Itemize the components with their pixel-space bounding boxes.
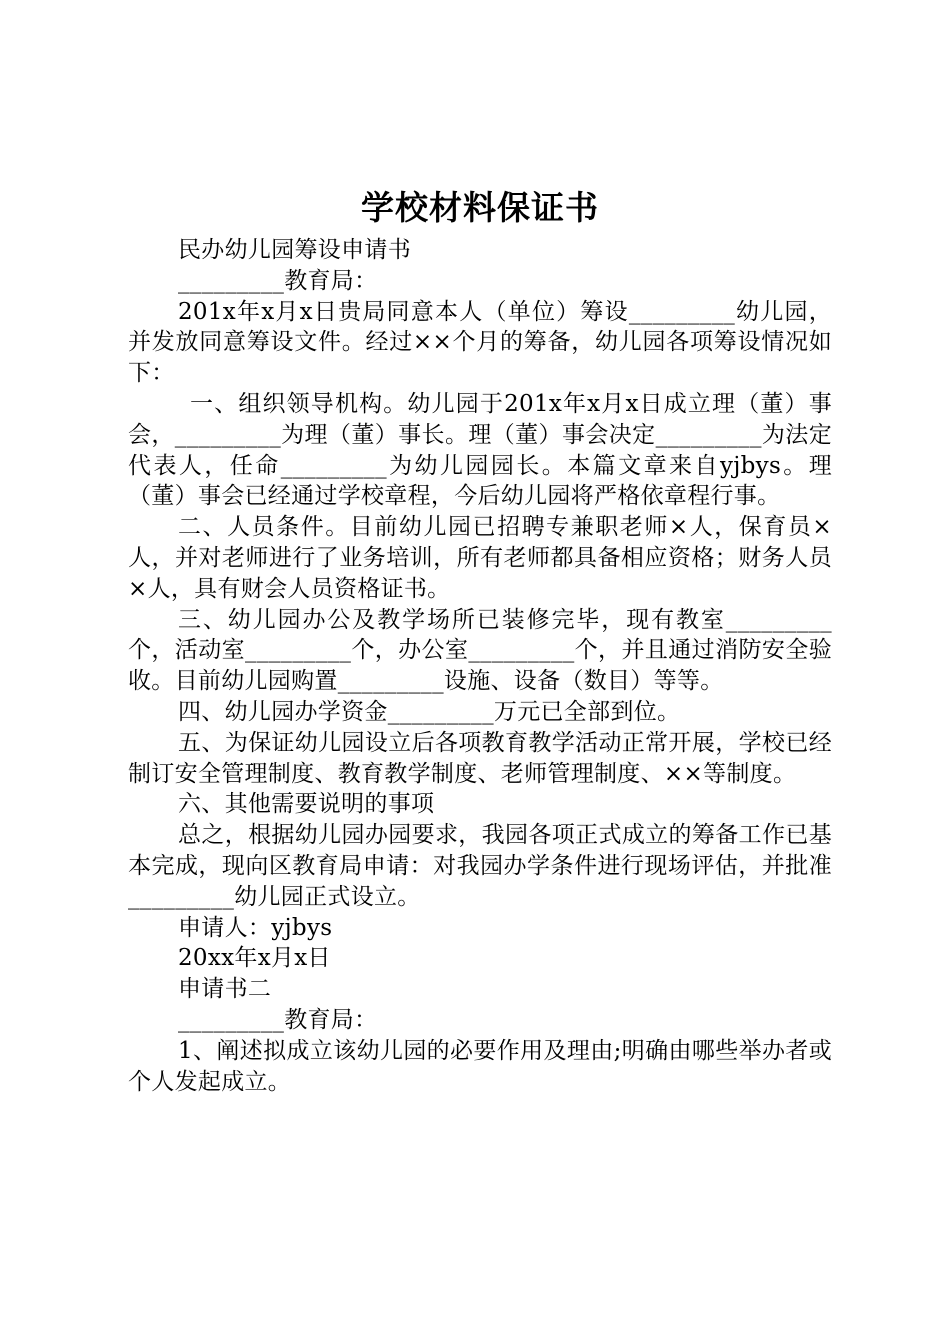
paragraph-section-1: 一、组织领导机构。幼儿园于201x年x月x日成立理（董）事会，_________为理（董）事长。理（董）事会决定_________为法定代表人，任命_________为幼儿园园长。本篇文章来自yjbys。理（董）事会已经通过学校章程，今后幼儿园将严格依章程行事。 <box>128 390 832 510</box>
paragraph-date: 20xx年x月x日 <box>178 945 331 972</box>
paragraph-section-3: 三、幼儿园办公及教学场所已装修完毕，现有教室_________个，活动室_________个，办公室_________个，并且通过消防安全验收。目前幼儿园购置_________设施、设备（数目）等等。 <box>128 606 832 695</box>
document-page <box>128 185 832 1097</box>
paragraph-second-addressee: _________教育局： <box>178 1006 378 1033</box>
paragraph-intro: 201x年x月x日贵局同意本人（单位）筹设_________幼儿园，并发放同意筹设文件。经过××个月的筹备，幼儿园各项筹设情况如下： <box>128 298 832 387</box>
paragraph-section-5: 五、为保证幼儿园设立后各项教育教学活动正常开展，学校已经制订安全管理制度、教育教学制度、老师管理制度、××等制度。 <box>128 729 832 787</box>
paragraph-conclusion: 总之，根据幼儿园办园要求，我园各项正式成立的筹备工作已基本完成，现向区教育局申请：对我园办学条件进行现场评估，并批准_________幼儿园正式设立。 <box>128 822 832 910</box>
paragraph-section-6: 六、其他需要说明的事项 <box>178 791 435 818</box>
paragraph-section-2: 二、人员条件。目前幼儿园已招聘专兼职老师×人，保育员×人，并对老师进行了业务培训，所有老师都具备相应资格；财务人员×人，具有财会人员资格证书。 <box>128 514 832 602</box>
paragraph-subtitle: 民办幼儿园筹设申请书 <box>178 237 411 263</box>
document-title: 学校材料保证书 <box>361 188 599 227</box>
paragraph-second-item-1: 1、阐述拟成立该幼儿园的必要作用及理由;明确由哪些举办者或个人发起成立。 <box>128 1037 832 1095</box>
paragraph-applicant: 申请人：yjbys <box>178 914 333 941</box>
paragraph-second-letter-title: 申请书二 <box>178 976 272 1003</box>
paragraph-addressee: _________教育局： <box>178 267 378 294</box>
paragraph-section-4: 四、幼儿园办学资金_________万元已全部到位。 <box>178 698 681 725</box>
